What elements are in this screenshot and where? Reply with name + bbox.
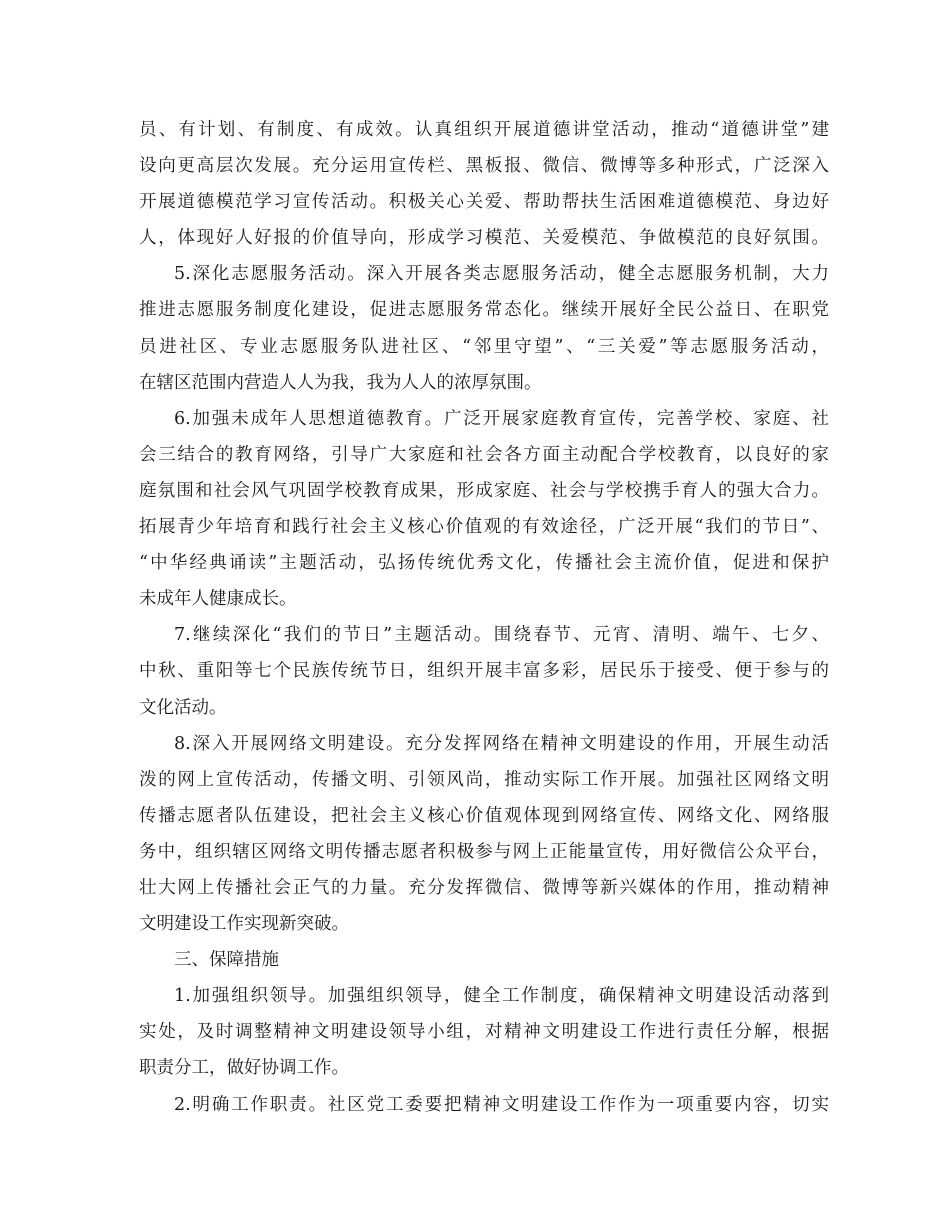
text-line: 会三结合的教育网络，引导广大家庭和社会各方面主动配合学校教育，以良好的家 xyxy=(139,444,829,465)
text-line: 员、有计划、有制度、有成效。认真组织开展道德讲堂活动，推动“道德讲堂”建 xyxy=(139,120,829,140)
document-body xyxy=(139,112,829,1123)
text-line: 中秋、重阳等七个民族传统节日，组织开展丰富多彩，居民乐于接受、便于参与的 xyxy=(139,661,829,682)
text-line: 三、保障措施 xyxy=(174,950,279,971)
text-line: 务中，组织辖区网络文明传播志愿者积极参与网上正能量宣传，用好微信公众平台， xyxy=(139,841,829,862)
text-line: 文明建设工作实现新突破。 xyxy=(139,914,349,935)
text-line: 7.继续深化“我们的节日”主题活动。围绕春节、元宵、清明、端午、七夕、 xyxy=(174,625,829,646)
text-line: 未成年人健康成长。 xyxy=(139,589,297,610)
text-line: 推进志愿服务制度化建设，促进志愿服务常态化。继续开展好全民公益日、在职党 xyxy=(139,300,829,321)
text-line: 拓展青少年培育和践行社会主义核心价值观的有效途径，广泛开展“我们的节日”、 xyxy=(139,517,829,538)
text-line: 8.深入开展网络文明建设。充分发挥网络在精神文明建设的作用，开展生动活 xyxy=(174,733,829,754)
text-line: 壮大网上传播社会正气的力量。充分发挥微信、微博等新兴媒体的作用，推动精神 xyxy=(139,877,829,898)
text-line: 6.加强未成年人思想道德教育。广泛开展家庭教育宣传，完善学校、家庭、社 xyxy=(174,408,829,429)
text-line: 开展道德模范学习宣传活动。积极关心关爱、帮助帮扶生活困难道德模范、身边好 xyxy=(139,192,829,213)
text-line: “中华经典诵读”主题活动，弘扬传统优秀文化，传播社会主流价值，促进和保护 xyxy=(139,553,829,574)
text-line: 1.加强组织领导。加强组织领导，健全工作制度，确保精神文明建设活动落到 xyxy=(174,986,829,1007)
text-line: 庭氛围和社会风气巩固学校教育成果，形成家庭、社会与学校携手育人的强大合力。 xyxy=(139,480,829,501)
text-line: 职责分工，做好协调工作。 xyxy=(139,1058,349,1079)
text-line: 传播志愿者队伍建设，把社会主义核心价值观体现到网络宣传、网络文化、网络服 xyxy=(139,805,829,826)
text-line: 2.明确工作职责。社区党工委要把精神文明建设工作作为一项重要内容，切实 xyxy=(174,1094,829,1115)
text-line: 设向更高层次发展。充分运用宣传栏、黑板报、微信、微博等多种形式，广泛深入 xyxy=(139,156,829,177)
text-line: 泼的网上宣传活动，传播文明、引领风尚，推动实际工作开展。加强社区网络文明 xyxy=(139,769,829,790)
text-line: 文化活动。 xyxy=(139,697,227,718)
text-line: 5.深化志愿服务活动。深入开展各类志愿服务活动，健全志愿服务机制，大力 xyxy=(174,264,829,285)
text-line: 实处，及时调整精神文明建设领导小组，对精神文明建设工作进行责任分解，根据 xyxy=(139,1022,829,1043)
text-line: 员进社区、专业志愿服务队进社区、“邻里守望”、“三关爱”等志愿服务活动， xyxy=(139,336,829,357)
text-line: 在辖区范围内营造人人为我，我为人人的浓厚氛围。 xyxy=(139,372,542,393)
text-line: 人，体现好人好报的价值导向，形成学习模范、关爱模范、争做模范的良好氛围。 xyxy=(139,228,829,249)
